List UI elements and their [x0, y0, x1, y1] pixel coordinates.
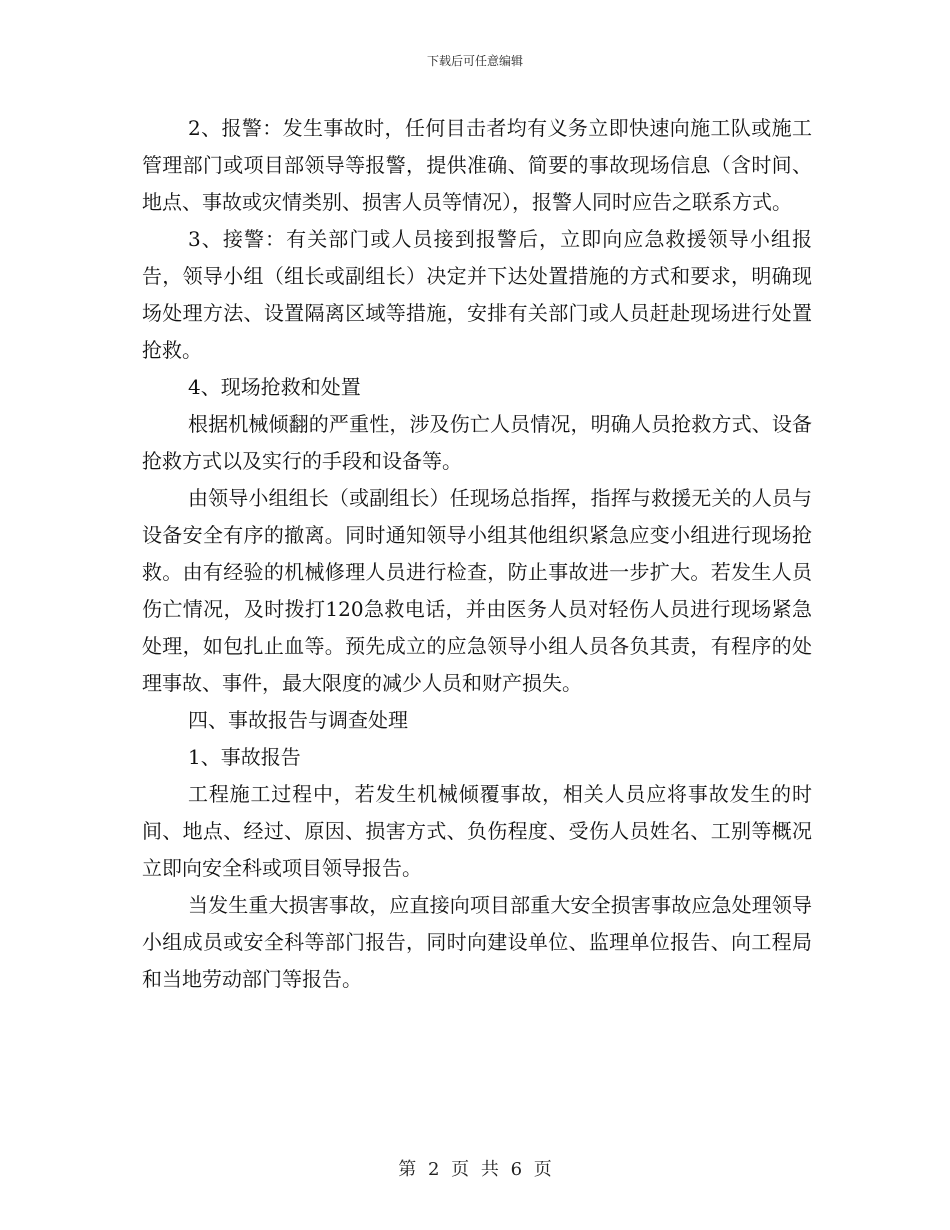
paragraph-heading-onsite-rescue: 4、现场抢救和处置: [188, 375, 361, 399]
subheading-accident-report: 1、事故报告: [188, 745, 301, 769]
paragraph-receive-alarm: 3、接警：有关部门或人员接到报警后，立即向应急救援领导小组报告，领导小组（组长或副组长）决定并下达处置措施的方式和要求，明确现场处理方法、设置隔离区域等措施，安排有关部门或人员赶赴现场进行处置抢救。: [142, 227, 812, 362]
paragraph-alarm: 2、报警：发生事故时，任何目击者均有义务立即快速向施工队或施工管理部门或项目部领导等报警，提供准确、简要的事故现场信息（含时间、地点、事故或灾情类别、损害人员等情况），报警人同时应告之联系方式。: [142, 116, 812, 214]
page-number-footer: 第 2 页 共 6 页: [398, 1159, 552, 1180]
section-heading-accident-report: 四、事故报告与调查处理: [188, 708, 408, 732]
paragraph-command-evacuation: 由领导小组组长（或副组长）任现场总指挥，指挥与救援无关的人员与设备安全有序的撤离。同时通知领导小组其他组织紧急应变小组进行现场抢救。由有经验的机械修理人员进行检查，防止事故进一步扩大。若发生人员伤亡情况，及时拨打120急救电话，并由医务人员对轻伤人员进行现场紧急处理，如包扎止血等。预先成立的应急领导小组人员各负其责，有程序的处理事故、事件，最大限度的减少人员和财产损失。: [142, 486, 812, 695]
page-header-note: 下载后可任意编辑: [426, 54, 523, 68]
paragraph-major-accident-report: 当发生重大损害事故，应直接向项目部重大安全损害事故应急处理领导小组成员或安全科等部门报告，同时向建设单位、监理单位报告、向工程局和当地劳动部门等报告。: [142, 893, 812, 991]
paragraph-rescue-method: 根据机械倾翻的严重性，涉及伤亡人员情况，明确人员抢救方式、设备抢救方式以及实行的手段和设备等。: [142, 412, 812, 473]
paragraph-report-procedure: 工程施工过程中，若发生机械倾覆事故，相关人员应将事故发生的时间、地点、经过、原因、损害方式、负伤程度、受伤人员姓名、工别等概况立即向安全科或项目领导报告。: [142, 782, 812, 880]
document-body: [142, 110, 812, 998]
